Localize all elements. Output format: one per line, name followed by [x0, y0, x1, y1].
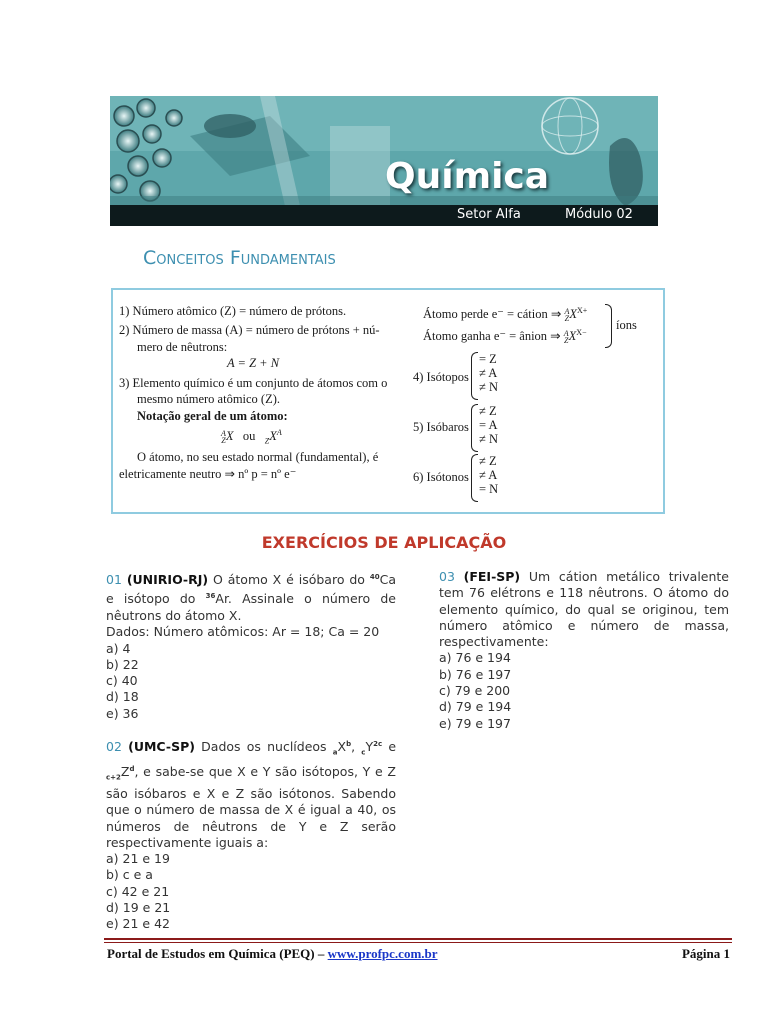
iso4-n: ≠ N — [479, 380, 499, 394]
section-title: Conceitos Fundamentais — [143, 247, 336, 269]
concept-item-2b: mero de nêutrons: — [137, 340, 228, 354]
q2-number: 02 — [106, 739, 122, 755]
q2-option-e[interactable]: e) 21 e 42 — [106, 916, 170, 932]
banner-title: Química — [385, 156, 550, 197]
q3-option-a[interactable]: a) 76 e 194 — [439, 650, 511, 666]
footer-rule — [104, 938, 732, 940]
footer-website-link[interactable]: www.profpc.com.br — [327, 946, 438, 961]
ions-brace — [605, 304, 612, 348]
isotopos-label: 4) Isótopos — [413, 370, 469, 384]
iso6-z: ≠ Z — [479, 454, 497, 468]
q3-option-d[interactable]: d) 79 e 194 — [439, 699, 512, 715]
q2-option-a[interactable]: a) 21 e 19 — [106, 851, 170, 867]
concept-item-1: 1) Número atômico (Z) = número de prótons. — [119, 304, 347, 318]
q3-option-c[interactable]: c) 79 e 200 — [439, 683, 511, 699]
q1-option-c[interactable]: c) 40 — [106, 673, 138, 689]
isobaros-label: 5) Isóbaros — [413, 420, 469, 434]
formula: A = Z + N — [227, 356, 280, 370]
q1-data: Dados: Número atômicos: Ar = 18; Ca = 20 — [106, 624, 380, 640]
footer-left — [107, 946, 438, 962]
q2-source: (UMC-SP) — [128, 739, 195, 755]
banner-bar — [110, 205, 658, 226]
isobaros-rules — [479, 404, 498, 446]
concept-item-2a: 2) Número de massa (A) = número de prótons + nú- — [119, 323, 380, 337]
iso6-a: ≠ A — [479, 468, 498, 482]
question-3-stem: 03 (FEI-SP) Um cátion metálico trivalente tem 76 elétrons e 118 nêutrons. O átomo do elemento químico, do qual se originou, tem número atômico e número de massa, respectivamente: — [439, 569, 729, 650]
notation-title: Notação geral de um átomo: — [137, 409, 288, 423]
isotopos-brace — [471, 352, 478, 400]
exercises-title: EXERCÍCIOS DE APLICAÇÃO — [261, 533, 507, 552]
neutral-text-b: eletricamente neutro ⇒ nº p = nº e⁻ — [119, 467, 297, 481]
q1-option-e[interactable]: e) 36 — [106, 705, 139, 721]
q3-option-e[interactable]: e) 79 e 197 — [439, 715, 511, 731]
neutral-text-a: O átomo, no seu estado normal (fundamental), é — [137, 450, 379, 464]
question-1 — [106, 569, 396, 722]
notation-formula: A ZX ou $_ZX^A$ — [221, 428, 282, 446]
isotonos-label: 6) Isótonos — [413, 470, 469, 484]
isotopos-rules — [479, 352, 498, 394]
isotonos-brace — [471, 454, 478, 502]
q2-option-c[interactable]: c) 42 e 21 — [106, 883, 170, 899]
footer-rule-thin — [104, 942, 732, 943]
q1-option-b[interactable]: b) 22 — [106, 656, 139, 672]
question-2 — [106, 736, 396, 933]
concept-item-3b: mesmo número atômico (Z). — [137, 392, 281, 406]
q3-source: (FEI-SP) — [463, 569, 521, 584]
question-1-stem: 01 (UNIRIO-RJ) O átomo X é isóbaro do $^{40}$Ca e isótopo do $^{36}$Ar. Assinale o número de nêutrons do átomo X. — [106, 572, 396, 623]
q3-option-b[interactable]: b) 76 e 197 — [439, 666, 512, 682]
iso5-n: ≠ N — [479, 432, 499, 446]
ions-label: íons — [616, 318, 637, 332]
notation-ou: ou — [242, 429, 256, 444]
question-2-stem: 02 (UMC-SP) Dados os nuclídeos $_aX^b$, $_cY^{2c}$ e $_{c+2}Z^d$, e sabe-se que X e Y são isótopos, Y e Z são isóbaros e X e Z são isótonos. Sabendo que o número de massa de X é igual a 40, os números de nêutrons de Y e Z serão respectivamente iguais a: — [106, 739, 397, 850]
page-number: Página 1 — [681, 946, 730, 961]
setor-label: Setor Alfa — [457, 207, 521, 222]
iso5-z: ≠ Z — [479, 404, 497, 418]
q3-number: 03 — [439, 569, 455, 584]
modulo-label: Módulo 02 — [565, 207, 633, 222]
ion-anion-text: Átomo ganha e⁻ = ânion ⇒ — [423, 329, 561, 344]
iso4-a: ≠ A — [479, 366, 498, 380]
footer-portal-text: Portal de Estudos em Química (PEQ) – — [107, 946, 325, 961]
concepts-box — [111, 288, 665, 514]
isobaros-brace — [471, 404, 478, 452]
iso4-z: = Z — [479, 352, 497, 366]
q2-option-b[interactable]: b) c e a — [106, 867, 153, 883]
q1-source: (UNIRIO-RJ) — [126, 572, 209, 588]
iso6-n: = N — [479, 482, 499, 496]
ion-cation-text: Átomo perde e⁻ = cátion ⇒ — [423, 307, 562, 322]
ion-cation: Átomo perde e⁻ = cátion ⇒ A $ZX^{X+}$ — [423, 306, 588, 324]
q1-number: 01 — [106, 572, 122, 588]
iso5-a: = A — [479, 418, 498, 432]
ion-anion: Átomo ganha e⁻ = ânion ⇒ A $ZX^{X-}$ — [423, 328, 587, 346]
q2-option-d[interactable]: d) 19 e 21 — [106, 899, 171, 915]
concept-item-3a: 3) Elemento químico é um conjunto de átomos com o — [119, 376, 388, 390]
q1-option-a[interactable]: a) 4 — [106, 640, 131, 656]
question-3 — [439, 569, 729, 732]
q1-option-d[interactable]: d) 18 — [106, 689, 139, 705]
isotonos-rules — [479, 454, 498, 496]
